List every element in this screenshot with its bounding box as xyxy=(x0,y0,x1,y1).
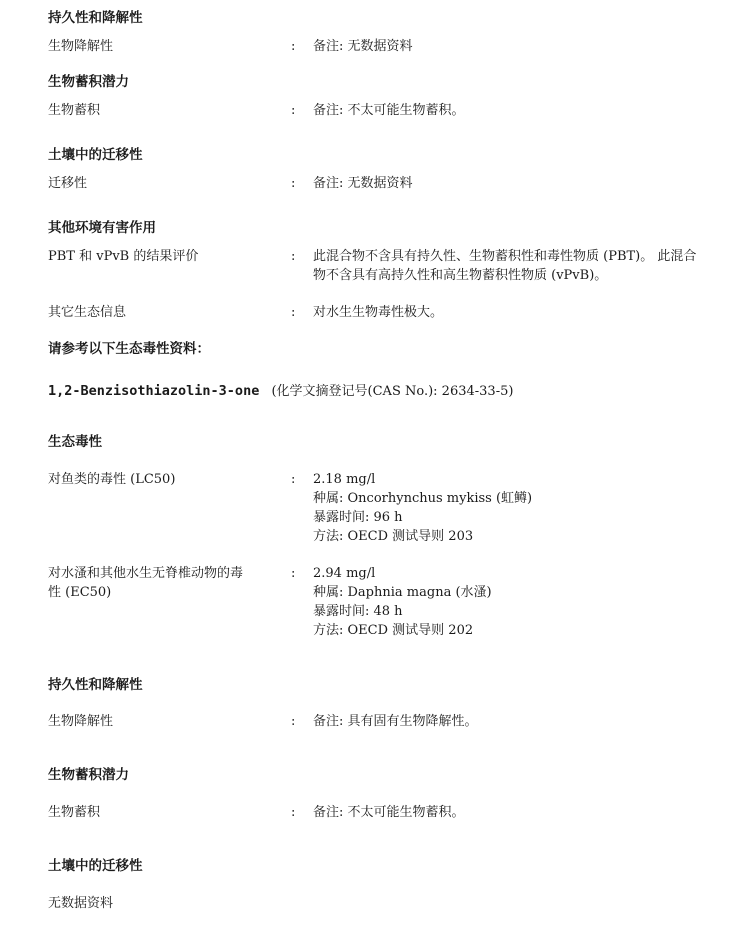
value-other-eco-info: 对水生生物毒性极大。 xyxy=(313,305,444,320)
fish-method: 方法: OECD 测试导则 203 xyxy=(313,529,474,544)
value-pbt-vpvb xyxy=(313,247,696,285)
value-pbt-line-2: 物不含具有高持久性和高生物蓄积性物质 (vPvB)。 xyxy=(313,268,608,283)
section-title-mobility: 土壤中的迁移性 xyxy=(48,147,143,163)
value-mobility: 备注: 无数据资料 xyxy=(313,176,413,191)
section-title-persistence-2: 持久性和降解性 xyxy=(48,677,143,693)
value-bioaccumulation: 备注: 不太可能生物蓄积。 xyxy=(313,103,465,118)
value-pbt-line-1: 此混合物不含具有持久性、生物蓄积性和毒性物质 (PBT)。 此混合 xyxy=(313,249,697,264)
label-biodegradability: 生物降解性 xyxy=(48,39,114,54)
colon: : xyxy=(291,305,296,320)
label-pbt-vpvb: PBT 和 vPvB 的结果评价 xyxy=(48,249,199,264)
section-title-mobility-2: 土壤中的迁移性 xyxy=(48,858,143,874)
label-other-eco-info: 其它生态信息 xyxy=(48,305,127,320)
value-fish-toxicity xyxy=(313,470,532,546)
colon: : xyxy=(291,566,296,581)
fish-value: 2.18 mg/l xyxy=(313,472,376,487)
daphnia-species: 种属: Daphnia magna (水溞) xyxy=(313,585,492,600)
substance-name: 1,2-Benzisothiazolin-3-one xyxy=(48,383,260,399)
label-daphnia-line-1: 对水溞和其他水生无脊椎动物的毒 xyxy=(48,566,244,581)
colon: : xyxy=(291,103,296,118)
value-bioaccumulation-2: 备注: 不太可能生物蓄积。 xyxy=(313,805,465,820)
daphnia-value: 2.94 mg/l xyxy=(313,566,376,581)
colon: : xyxy=(291,805,296,820)
fish-exposure: 暴露时间: 96 h xyxy=(313,510,403,525)
value-biodegradability: 备注: 无数据资料 xyxy=(313,39,413,54)
colon: : xyxy=(291,714,296,729)
value-mobility-2: 无数据资料 xyxy=(48,896,114,911)
section-title-bioaccumulation: 生物蓄积潜力 xyxy=(48,74,129,90)
value-biodegradability-2: 备注: 具有固有生物降解性。 xyxy=(313,714,478,729)
reference-heading: 请参考以下生态毒性资料： xyxy=(48,341,210,357)
section-title-persistence: 持久性和降解性 xyxy=(48,10,143,26)
colon: : xyxy=(291,39,296,54)
daphnia-exposure: 暴露时间: 48 h xyxy=(313,604,403,619)
label-bioaccumulation: 生物蓄积 xyxy=(48,103,101,118)
label-daphnia-toxicity xyxy=(48,564,243,602)
substance-cas: (化学文摘登记号(CAS No.): 2634-33-5) xyxy=(271,384,514,399)
value-daphnia-toxicity xyxy=(313,564,492,640)
section-title-other-effects: 其他环境有害作用 xyxy=(48,220,156,236)
label-daphnia-line-2: 性 (EC50) xyxy=(48,585,112,600)
section-title-ecotoxicity: 生态毒性 xyxy=(48,434,102,450)
colon: : xyxy=(291,249,296,264)
colon: : xyxy=(291,472,296,487)
section-title-bioaccumulation-2: 生物蓄积潜力 xyxy=(48,767,129,783)
label-biodegradability-2: 生物降解性 xyxy=(48,714,114,729)
daphnia-method: 方法: OECD 测试导则 202 xyxy=(313,623,474,638)
label-fish-toxicity: 对鱼类的毒性 (LC50) xyxy=(48,472,176,487)
colon: : xyxy=(291,176,296,191)
label-bioaccumulation-2: 生物蓄积 xyxy=(48,805,101,820)
label-mobility: 迁移性 xyxy=(48,176,88,191)
substance-line xyxy=(48,382,513,401)
fish-species: 种属: Oncorhynchus mykiss (虹鳟) xyxy=(313,491,533,506)
